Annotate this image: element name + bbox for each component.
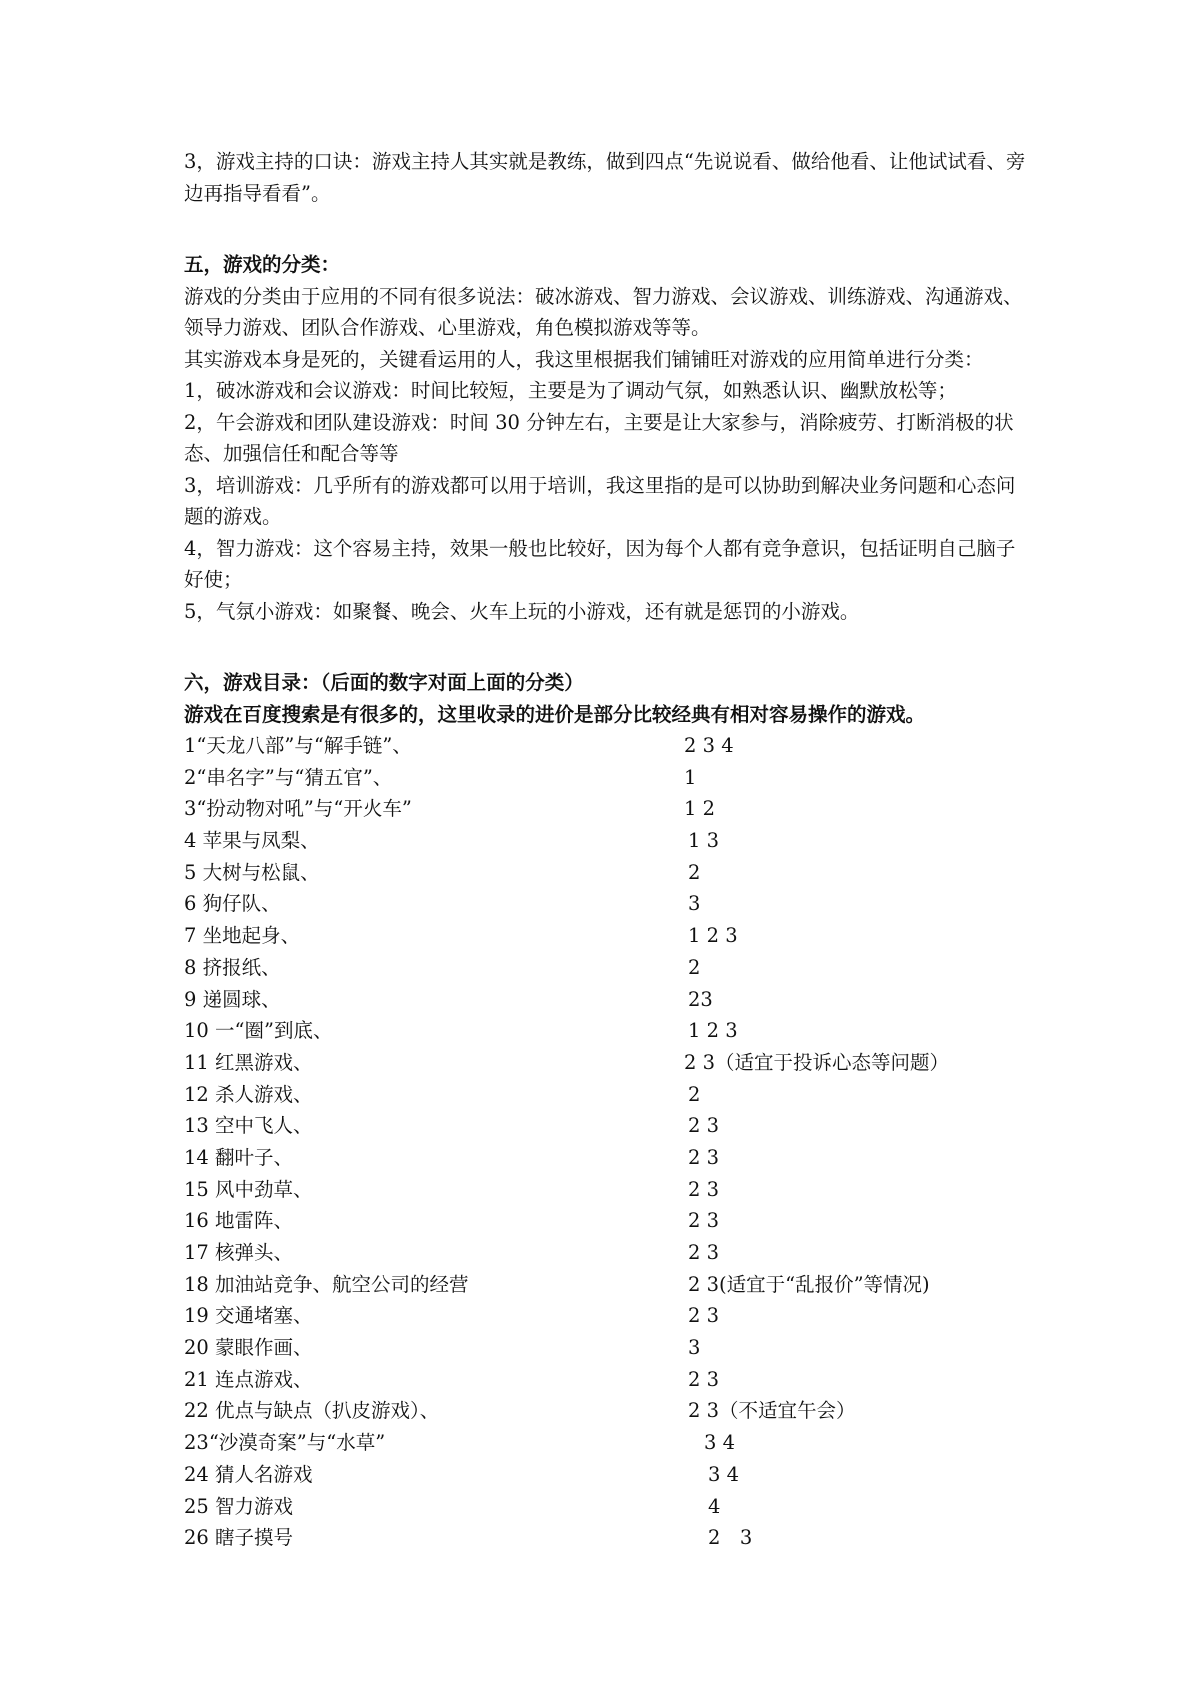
- game-row: [184, 920, 1034, 952]
- game-name: 4 苹果与凤梨、: [184, 829, 320, 853]
- game-name: 2“串名字”与“猜五官”、: [184, 765, 393, 789]
- game-row: [184, 984, 1034, 1016]
- game-name: 9 递圆球、: [184, 987, 281, 1011]
- game-row: [184, 1427, 1034, 1459]
- game-name: 6 狗仔队、: [184, 892, 281, 916]
- game-name: 11 红黑游戏、: [184, 1050, 313, 1074]
- game-categories: 2: [688, 955, 701, 979]
- game-categories: 3 4: [708, 1462, 740, 1486]
- game-categories: 2 3: [688, 1367, 720, 1391]
- document-content: [184, 146, 1034, 1554]
- game-categories: 1 2: [684, 797, 716, 821]
- category-item-3: 3，培训游戏：几乎所有的游戏都可以用于培训，我这里指的是可以协助到解决业务问题和心态问题的游戏。: [184, 473, 1016, 528]
- game-name: 10 一“圈”到底、: [184, 1019, 333, 1043]
- game-name: 20 蒙眼作画、: [184, 1336, 313, 1360]
- game-categories: 2 3: [688, 1304, 720, 1328]
- game-name: 8 挤报纸、: [184, 955, 281, 979]
- game-categories: 3: [688, 1336, 701, 1360]
- game-categories: 2 3: [688, 1177, 720, 1201]
- game-name: 3“扮动物对吼”与“开火车”: [184, 797, 412, 821]
- game-name: 14 翻叶子、: [184, 1145, 294, 1169]
- game-row: [184, 952, 1034, 984]
- game-categories: 1 2 3: [688, 924, 738, 948]
- game-name: 24 猜人名游戏: [184, 1462, 313, 1486]
- section-6-title: 六，游戏目录：（后面的数字对面上面的分类）: [184, 671, 584, 694]
- game-name: 26 瞎子摸号: [184, 1526, 294, 1550]
- game-name: 16 地雷阵、: [184, 1209, 294, 1233]
- game-name: 5 大树与松鼠、: [184, 860, 320, 884]
- game-list: [184, 730, 1034, 1554]
- game-row: [184, 1364, 1034, 1396]
- game-name: 25 智力游戏: [184, 1494, 294, 1518]
- game-row: [184, 762, 1034, 794]
- game-categories: 2 3（不适宜午会）: [688, 1399, 856, 1423]
- game-row: [184, 857, 1034, 889]
- game-categories: 2 3: [688, 1209, 720, 1233]
- game-categories: 2 3 4: [684, 734, 734, 757]
- game-row: [184, 1142, 1034, 1174]
- game-name: 12 杀人游戏、: [184, 1082, 313, 1106]
- game-name: 19 交通堵塞、: [184, 1304, 313, 1328]
- category-item-5: 5，气氛小游戏：如聚餐、晚会、火车上玩的小游戏，还有就是惩罚的小游戏。: [184, 599, 860, 623]
- game-row: [184, 793, 1034, 825]
- game-row: [184, 1205, 1034, 1237]
- game-categories: 3: [688, 892, 701, 916]
- game-row: [184, 1047, 1034, 1079]
- game-categories: 2 3（适宜于投诉心态等问题）: [684, 1050, 950, 1074]
- game-row: [184, 1015, 1034, 1047]
- game-row: [184, 1491, 1034, 1523]
- game-categories: 2 3(适宜于“乱报价”等情况): [688, 1272, 930, 1296]
- game-row: [184, 1237, 1034, 1269]
- game-row: [184, 1522, 1034, 1554]
- game-categories: 2 3: [688, 1114, 720, 1138]
- game-name: 13 空中飞人、: [184, 1114, 313, 1138]
- section-6-subtitle: 游戏在百度搜索是有很多的，这里收录的进价是部分比较经典有相对容易操作的游戏。: [184, 702, 926, 726]
- game-categories: 2 3: [708, 1526, 753, 1550]
- game-row: [184, 1269, 1034, 1301]
- category-item-4: 4，智力游戏：这个容易主持，效果一般也比较好，因为每个人都有竞争意识，包括证明自己脑子好使；: [184, 536, 1016, 591]
- game-row: [184, 730, 1034, 762]
- game-name: 23“沙漠奇案”与“水草”: [184, 1431, 386, 1455]
- game-categories: 1 2 3: [688, 1019, 738, 1043]
- spacer: [184, 209, 1034, 249]
- spacer: [184, 627, 1034, 667]
- section-5-paragraph-2: 其实游戏本身是死的，关键看运用的人，我这里根据我们铺铺旺对游戏的应用简单进行分类：: [184, 347, 984, 371]
- game-row: [184, 1300, 1034, 1332]
- category-item-2: 2，午会游戏和团队建设游戏：时间 30 分钟左右，主要是让大家参与，消除疲劳、打断消极的状态、加强信任和配合等等: [184, 410, 1014, 465]
- game-categories: 3 4: [704, 1431, 736, 1455]
- game-name: 18 加油站竞争、航空公司的经营: [184, 1272, 469, 1296]
- game-name: 1“天龙八部”与“解手链”、: [184, 734, 412, 757]
- section-5-paragraph-1: 游戏的分类由于应用的不同有很多说法：破冰游戏、智力游戏、会议游戏、训练游戏、沟通游戏、领导力游戏、团队合作游戏、心里游戏，角色模拟游戏等等。: [184, 284, 1023, 339]
- game-categories: 4: [708, 1494, 721, 1518]
- game-row: [184, 1332, 1034, 1364]
- game-categories: 1: [684, 765, 697, 789]
- game-name: 15 风中劲草、: [184, 1177, 313, 1201]
- game-row: [184, 1110, 1034, 1142]
- section-5-title: 五，游戏的分类：: [184, 253, 341, 276]
- category-item-1: 1，破冰游戏和会议游戏：时间比较短，主要是为了调动气氛，如熟悉认识、幽默放松等；: [184, 379, 957, 402]
- game-row: [184, 1395, 1034, 1427]
- game-categories: 23: [688, 987, 713, 1011]
- game-name: 7 坐地起身、: [184, 924, 301, 948]
- game-categories: 2 3: [688, 1241, 720, 1264]
- game-name: 17 核弹头、: [184, 1241, 294, 1264]
- game-name: 21 连点游戏、: [184, 1367, 313, 1391]
- game-categories: 2 3: [688, 1145, 720, 1169]
- game-name: 22 优点与缺点（扒皮游戏）、: [184, 1399, 440, 1423]
- game-row: [184, 825, 1034, 857]
- game-row: [184, 1079, 1034, 1111]
- game-row: [184, 888, 1034, 920]
- game-row: [184, 1459, 1034, 1491]
- tip-item-3: 3，游戏主持的口诀：游戏主持人其实就是教练，做到四点“先说说看、做给他看、让他试试看、旁边再指导看看”。: [184, 150, 1026, 205]
- game-categories: 2: [688, 1082, 701, 1106]
- game-categories: 1 3: [688, 829, 720, 853]
- game-row: [184, 1174, 1034, 1206]
- game-categories: 2: [688, 860, 701, 884]
